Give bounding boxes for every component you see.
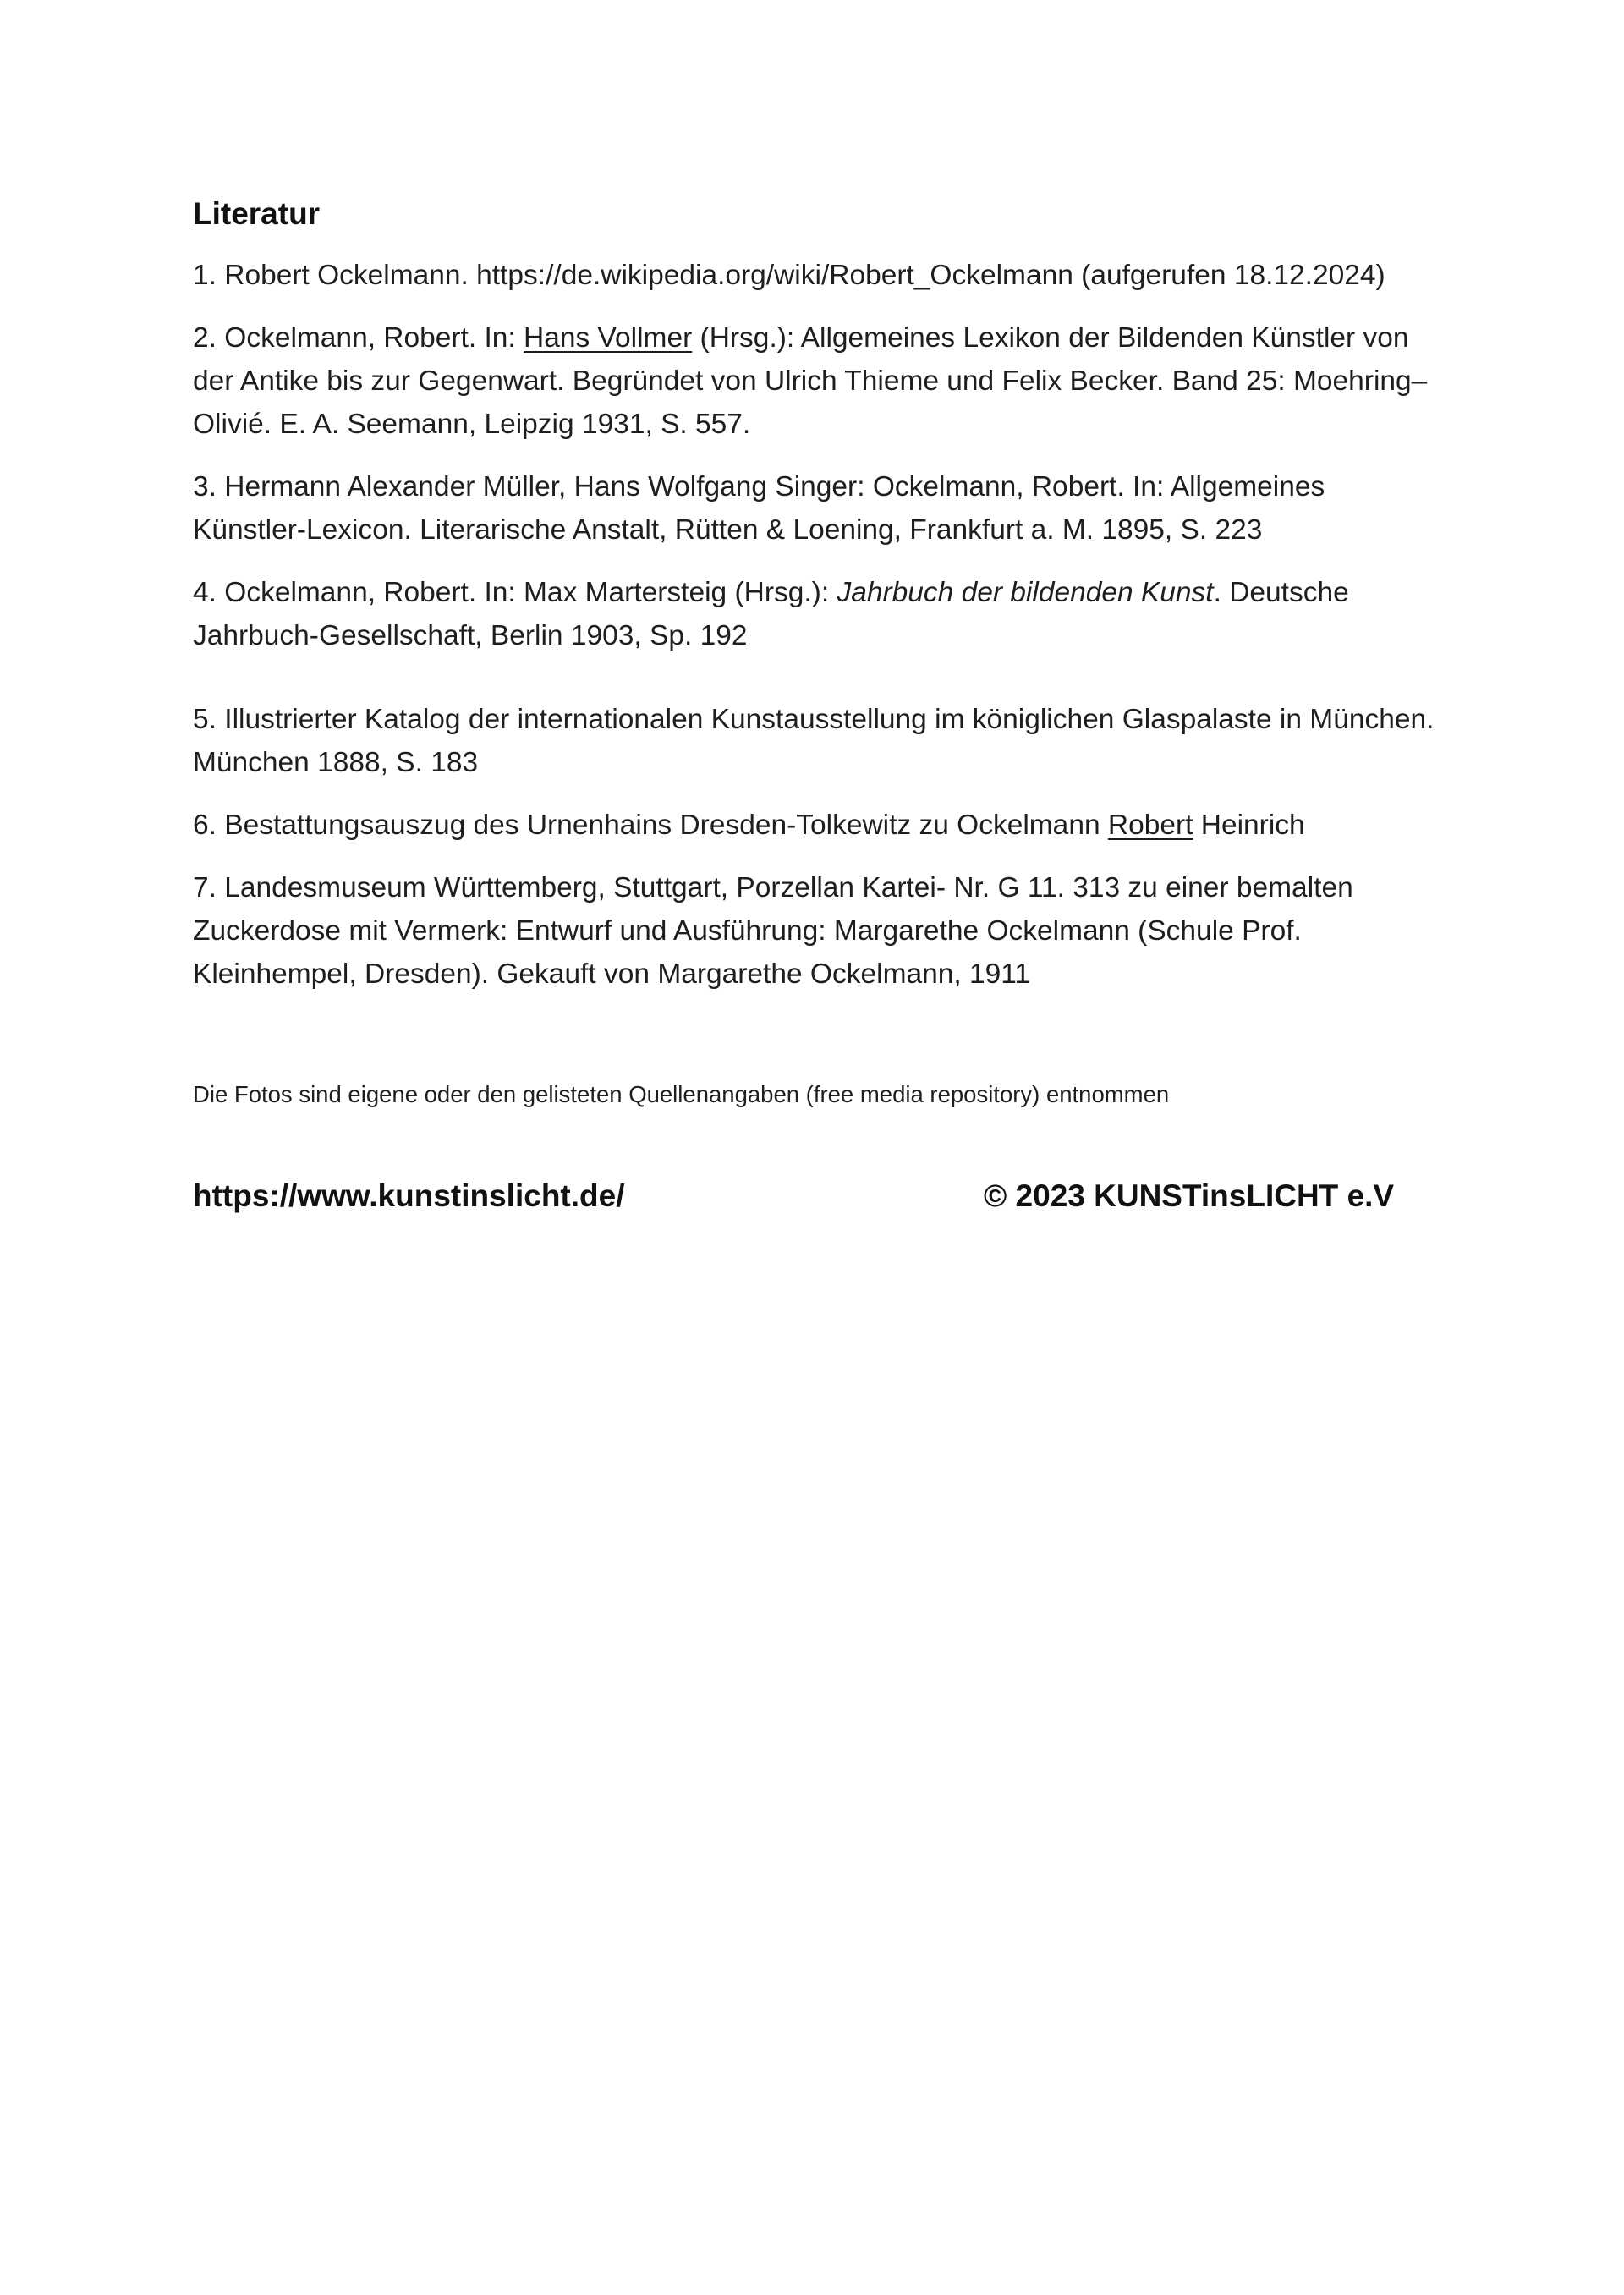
reference-number: 4. xyxy=(193,577,217,608)
reference-text: Landesmuseum Württemberg, Stuttgart, Porzellan Kartei- Nr. G 11. 313 zu einer bemalten Zuckerdose mit Vermerk: Entwurf und Ausführung: Margarethe Ockelmann (Schule Prof. Kleinhempel, Dresden). Gekauft von Margarethe Ockelmann, 1911 xyxy=(193,872,1353,990)
reference-text: Ockelmann, Robert. In: Max Martersteig (Hrsg.): xyxy=(224,577,837,608)
reference-text: . Deutsche Jahrbuch-Gesellschaft, Berlin 1903, Sp. 192 xyxy=(193,577,1349,651)
reference-text: Hermann Alexander Müller, Hans Wolfgang Singer: Ockelmann, Robert. In: Allgemeines Künstler-Lexicon. Literarische Anstalt, Rütten & Loening, Frankfurt a. M. 1895, S. 223 xyxy=(193,471,1325,546)
reference-number: 6. xyxy=(193,810,217,841)
website-url[interactable]: https://www.kunstinslicht.de/ xyxy=(193,1178,625,1213)
reference-5 xyxy=(193,698,1436,784)
robert-link[interactable]: Robert xyxy=(1107,810,1193,841)
reference-number: 5. xyxy=(193,704,217,735)
reference-number: 2. xyxy=(193,322,217,354)
reference-text: (Hrsg.): Allgemeines Lexikon der Bildenden Künstler von der Antike bis zur Gegenwart. Begründet von Ulrich Thieme und Felix Becker. Band 25: Moehring–Olivié. E. A. Seemann, Leipzig 1931, S. 557. xyxy=(193,322,1428,440)
reference-1 xyxy=(193,254,1436,297)
reference-4 xyxy=(193,571,1436,657)
page-footer xyxy=(193,1172,1436,1220)
literature-heading: Literatur xyxy=(193,196,321,231)
reference-number: 7. xyxy=(193,872,217,903)
reference-number: 1. xyxy=(193,260,217,291)
hans-vollmer-link[interactable]: Hans Vollmer xyxy=(524,322,693,354)
reference-number: 3. xyxy=(193,471,217,502)
reference-text: Illustrierter Katalog der internationalen Kunstausstellung im königlichen Glaspalaste in München. München 1888, S. 183 xyxy=(193,704,1435,778)
photo-credit-note: Die Fotos sind eigene oder den gelisteten Quellenangaben (free media repository) entnommen xyxy=(193,1081,1170,1107)
reference-7 xyxy=(193,866,1436,996)
reference-text: Ockelmann, Robert. In: xyxy=(224,322,524,354)
reference-3 xyxy=(193,465,1436,552)
reference-2 xyxy=(193,316,1436,446)
book-title: Jahrbuch der bildenden Kunst xyxy=(837,577,1214,608)
reference-text: Bestattungsauszug des Urnenhains Dresden-Tolkewitz zu Ockelmann xyxy=(224,810,1108,841)
reference-text: Robert Ockelmann. https://de.wikipedia.org/wiki/Robert_Ockelmann (aufgerufen 18.12.2024) xyxy=(224,260,1385,291)
page-content xyxy=(193,193,1436,1220)
reference-text: Heinrich xyxy=(1193,810,1305,841)
reference-6 xyxy=(193,804,1436,847)
copyright-notice: © 2023 KUNSTinsLICHT e.V xyxy=(984,1178,1395,1213)
